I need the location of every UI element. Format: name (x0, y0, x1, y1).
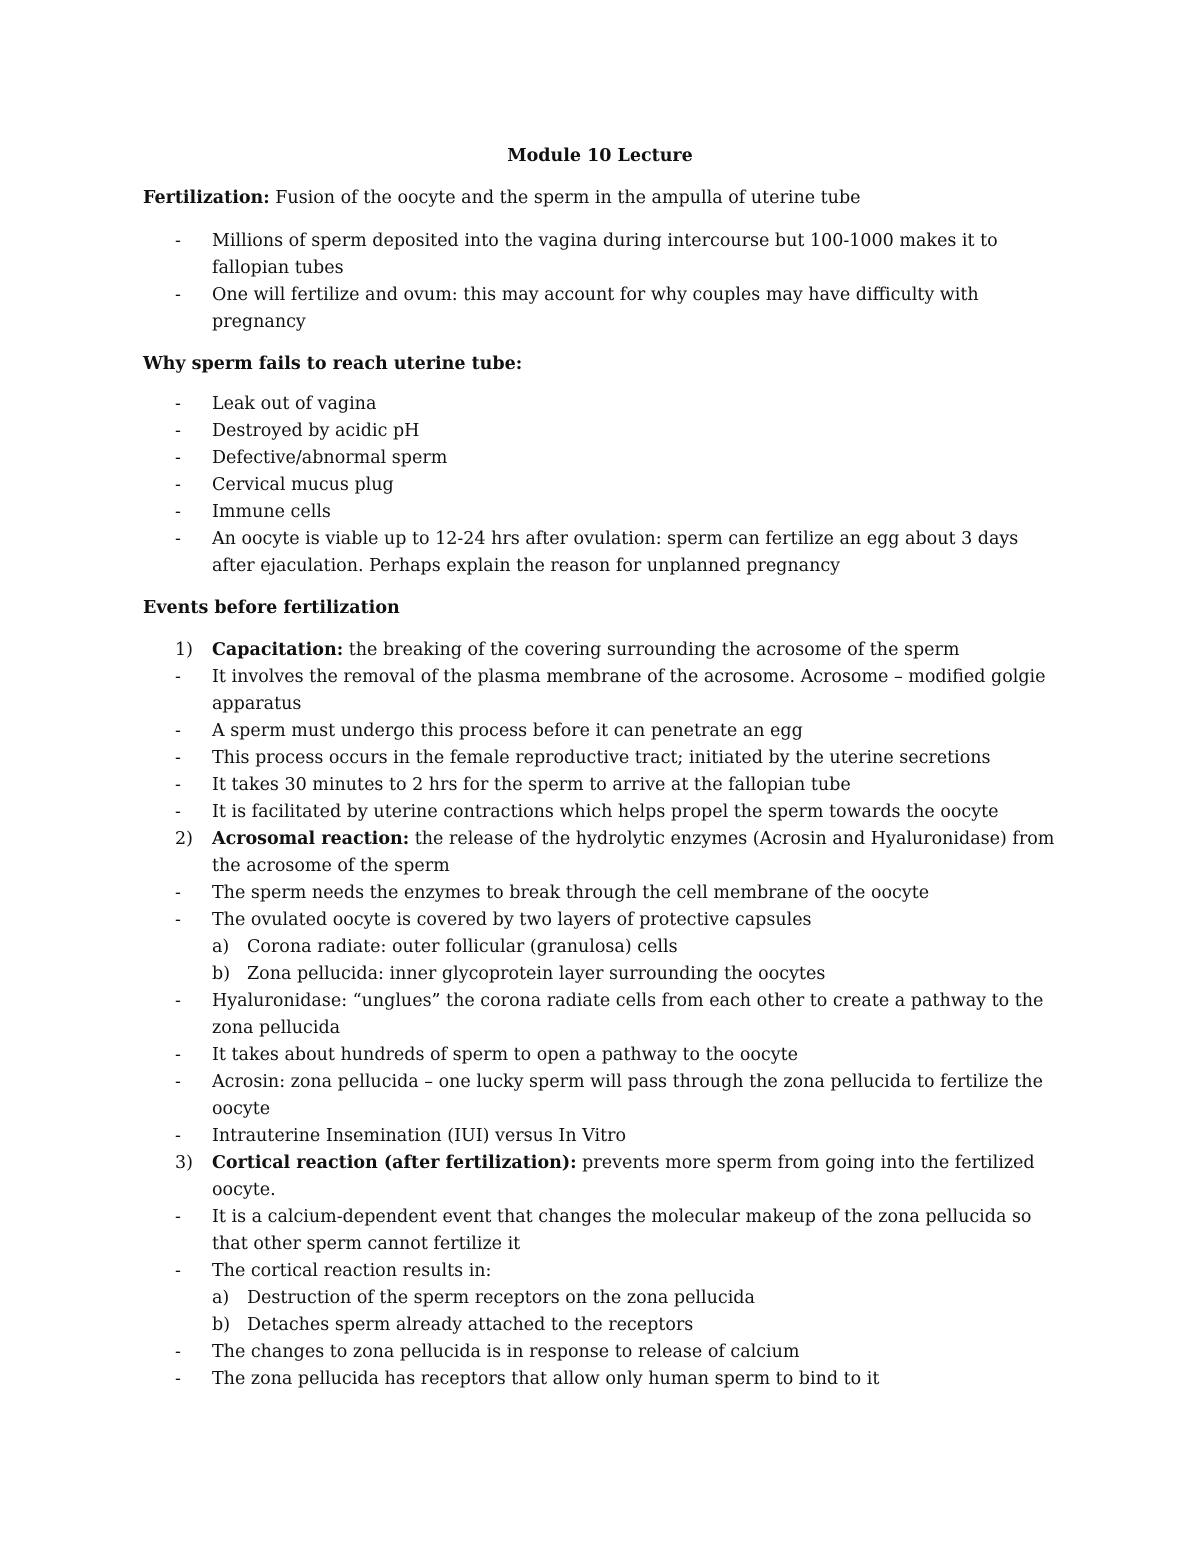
dash-marker: - (175, 748, 181, 768)
dash-marker: - (175, 475, 181, 495)
letter-marker: a) (212, 1288, 230, 1308)
capacitation-text: the breaking of the covering surrounding the acrosome of the sperm (343, 640, 960, 660)
dash-marker: - (175, 991, 181, 1011)
list-item-text: Defective/abnormal sperm (212, 448, 448, 468)
dash-marker: - (175, 1207, 181, 1227)
dash-marker: - (175, 1045, 181, 1065)
list-item-text: It is facilitated by uterine contractions which helps propel the sperm towards the oocyte (212, 802, 999, 822)
list-item (143, 1042, 1063, 1069)
letter-marker: a) (212, 937, 230, 957)
list-item (143, 718, 1063, 745)
section-heading: Events before fertilization (143, 598, 400, 618)
list-item-text: Millions of sperm deposited into the vagina during intercourse but 100-1000 makes it to fallopian tubes (212, 231, 998, 278)
why-section (143, 351, 1063, 377)
dash-marker: - (175, 448, 181, 468)
section-heading: Why sperm fails to reach uterine tube: (143, 354, 523, 374)
dash-marker: - (175, 667, 181, 687)
dash-marker: - (175, 1261, 181, 1281)
dash-marker: - (175, 910, 181, 930)
list-item-text: The zona pellucida has receptors that allow only human sperm to bind to it (212, 1369, 880, 1389)
list-item-text: One will fertilize and ovum: this may account for why couples may have difficulty with pregnancy (212, 285, 979, 332)
intro-section (143, 185, 1063, 211)
list-item (143, 418, 1063, 445)
list-item-text: A sperm must undergo this process before it can penetrate an egg (212, 721, 803, 741)
list-item (143, 799, 1063, 826)
dash-marker: - (175, 1072, 181, 1092)
dash-marker: - (175, 529, 181, 549)
list-item (143, 1339, 1063, 1366)
list-item (143, 907, 1063, 934)
list-item (143, 1258, 1063, 1285)
list-item (143, 499, 1063, 526)
number-marker: 3) (175, 1153, 193, 1173)
list-item-text: Hyaluronidase: “unglues” the corona radiate cells from each other to create a pathway to the zona pellucida (212, 991, 1044, 1038)
list-item-text: Leak out of vagina (212, 394, 377, 414)
dash-marker: - (175, 721, 181, 741)
dash-marker: - (175, 285, 181, 305)
dash-marker: - (175, 502, 181, 522)
cortical-text: prevents more sperm from going into the fertilized oocyte. (212, 1153, 1035, 1200)
list-item-text: The changes to zona pellucida is in response to release of calcium (212, 1342, 800, 1362)
events-section (143, 595, 1063, 621)
dash-marker: - (175, 394, 181, 414)
dash-marker: - (175, 775, 181, 795)
list-item-text: The ovulated oocyte is covered by two layers of protective capsules (212, 910, 812, 930)
sub-list-item (143, 961, 1063, 988)
list-item-text: Detaches sperm already attached to the receptors (247, 1315, 694, 1335)
dash-marker: - (175, 802, 181, 822)
intro-text: Fusion of the oocyte and the sperm in the ampulla of uterine tube (269, 188, 861, 208)
list-item-text: An oocyte is viable up to 12-24 hrs after ovulation: sperm can fertilize an egg about 3 days after ejaculation. Perhaps explain the reason for unplanned pregnancy (212, 529, 1019, 576)
numbered-item (143, 1150, 1063, 1204)
list-item (143, 472, 1063, 499)
list-item (143, 391, 1063, 418)
list-item-text: It involves the removal of the plasma membrane of the acrosome. Acrosome – modified golgie apparatus (212, 667, 1046, 714)
document-title: Module 10 Lecture (507, 146, 693, 166)
list-item (143, 772, 1063, 799)
list-item-text: This process occurs in the female reproductive tract; initiated by the uterine secretions (212, 748, 991, 768)
letter-marker: b) (212, 1315, 231, 1335)
intro-bullet-list (143, 228, 1063, 336)
list-item (143, 745, 1063, 772)
sub-list-item (143, 1285, 1063, 1312)
list-item (143, 1204, 1063, 1258)
list-item-text: Zona pellucida: inner glycoprotein layer surrounding the oocytes (247, 964, 826, 984)
list-item-text: The cortical reaction results in: (212, 1261, 492, 1281)
why-bullet-list (143, 391, 1063, 580)
list-item (143, 988, 1063, 1042)
list-item (143, 1366, 1063, 1393)
list-item (143, 526, 1063, 580)
list-item (143, 880, 1063, 907)
sub-list-item (143, 934, 1063, 961)
events-list (143, 637, 1063, 1393)
list-item-text: Acrosin: zona pellucida – one lucky sperm will pass through the zona pellucida to fertilize the oocyte (212, 1072, 1043, 1119)
number-marker: 1) (175, 640, 193, 660)
list-item-text: It takes about hundreds of sperm to open a pathway to the oocyte (212, 1045, 798, 1065)
list-item-text: Intrauterine Insemination (IUI) versus In Vitro (212, 1126, 627, 1146)
list-item-text: The sperm needs the enzymes to break through the cell membrane of the oocyte (212, 883, 930, 903)
list-item (143, 445, 1063, 472)
list-item-text: Destroyed by acidic pH (212, 421, 420, 441)
capacitation-term: Capacitation: (212, 640, 344, 660)
numbered-item (143, 637, 1063, 664)
list-item (143, 1069, 1063, 1123)
acrosomal-term: Acrosomal reaction: (212, 829, 410, 849)
intro-term: Fertilization: (143, 188, 270, 208)
acrosomal-text: the release of the hydrolytic enzymes (Acrosin and Hyaluronidase) from the acrosome of the sperm (212, 829, 1055, 876)
list-item (143, 1123, 1063, 1150)
dash-marker: - (175, 883, 181, 903)
intro-definition (143, 185, 1063, 211)
numbered-item (143, 826, 1063, 880)
list-item (143, 228, 1063, 282)
list-item-text: Immune cells (212, 502, 331, 522)
dash-marker: - (175, 1369, 181, 1389)
letter-marker: b) (212, 964, 231, 984)
list-item-text: It takes 30 minutes to 2 hrs for the sperm to arrive at the fallopian tube (212, 775, 851, 795)
sub-list-item (143, 1312, 1063, 1339)
dash-marker: - (175, 231, 181, 251)
list-item (143, 664, 1063, 718)
dash-marker: - (175, 1342, 181, 1362)
number-marker: 2) (175, 829, 193, 849)
list-item-text: Cervical mucus plug (212, 475, 394, 495)
dash-marker: - (175, 421, 181, 441)
cortical-term: Cortical reaction (after fertilization): (212, 1153, 577, 1173)
list-item-text: It is a calcium-dependent event that changes the molecular makeup of the zona pellucida so that other sperm cannot fertilize it (212, 1207, 1032, 1254)
dash-marker: - (175, 1126, 181, 1146)
list-item-text: Destruction of the sperm receptors on the zona pellucida (247, 1288, 755, 1308)
list-item (143, 282, 1063, 336)
list-item-text: Corona radiate: outer follicular (granulosa) cells (247, 937, 678, 957)
